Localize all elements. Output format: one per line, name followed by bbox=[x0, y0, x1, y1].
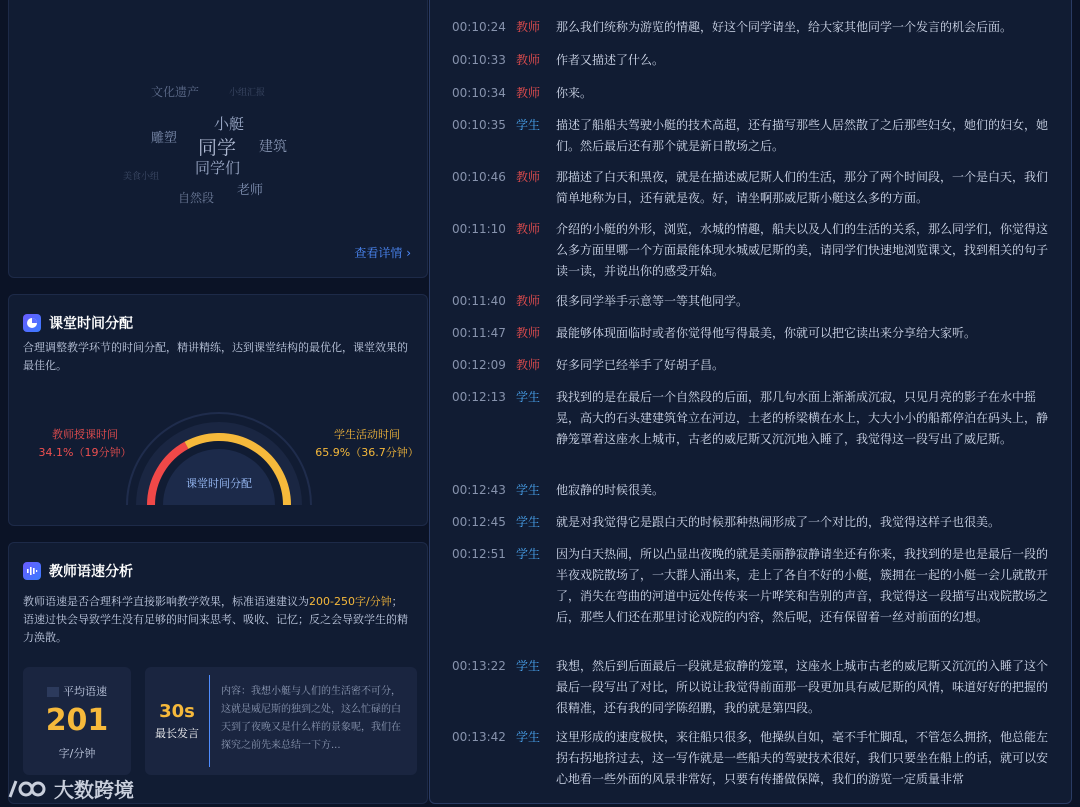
utterance: 作者又描述了什么。 bbox=[556, 53, 665, 67]
transcript-row bbox=[452, 480, 1051, 501]
bars-icon bbox=[47, 687, 59, 697]
average-speed-card bbox=[23, 667, 131, 775]
brand-logo-text: 大数跨境 bbox=[54, 778, 134, 802]
speaker: 学生 bbox=[516, 118, 541, 132]
speaker: 教师 bbox=[516, 294, 541, 308]
desc-text: ；语速过快会导致学生没有足够的时间来思考、吸收、记忆；反之会导致学生的精力涣散。 bbox=[23, 595, 408, 644]
speaker: 教师 bbox=[516, 20, 541, 34]
section-description: 合理调整教学环节的时间分配，精讲精练，达到课堂结构的最优化，课堂效果的最佳化。 bbox=[23, 341, 408, 372]
speech-speed-header bbox=[23, 561, 133, 581]
utterance: 介绍的小艇的外形，浏览，水城的情趣，船夫以及人们的生活的关系，那么同学们，你觉得这么多方面里哪一个方面最能体现水城威尼斯的美，请同学们快速地浏览课文，找到相关的句子读一读，并说出你的感受开始。 bbox=[556, 222, 1049, 278]
timestamp: 00:11:40 bbox=[452, 294, 506, 308]
teacher-time-label: 教师授课时间 bbox=[52, 428, 118, 441]
timestamp: 00:12:51 bbox=[452, 547, 506, 561]
transcript-row bbox=[452, 544, 1051, 628]
transcript-row bbox=[452, 17, 1051, 38]
time-distribution-panel bbox=[8, 294, 428, 526]
voice-wave-icon bbox=[23, 562, 41, 580]
utterance: 你来。 bbox=[556, 86, 593, 100]
longest-speech-value: 30s bbox=[159, 701, 195, 722]
word-cloud-word: 文化遗产 bbox=[151, 85, 200, 99]
word-cloud-word: 同学 bbox=[198, 137, 237, 159]
student-time-label: 学生活动时间 bbox=[334, 428, 400, 441]
average-speed-label: 平均语速 bbox=[63, 685, 107, 698]
longest-speech-card bbox=[145, 667, 417, 775]
speaker: 教师 bbox=[516, 53, 541, 67]
timestamp: 00:12:13 bbox=[452, 390, 506, 404]
word-cloud-word: 同学们 bbox=[195, 159, 241, 177]
word-cloud-word: 美食小组 bbox=[123, 172, 160, 182]
speech-speed-panel bbox=[8, 542, 428, 804]
transcript-row bbox=[452, 219, 1051, 282]
word-cloud-word: 小组汇报 bbox=[229, 88, 266, 98]
timestamp: 00:12:43 bbox=[452, 483, 506, 497]
transcript-row bbox=[452, 323, 1051, 344]
utterance: 因为白天热闹，所以凸显出夜晚的就是美丽静寂静请坐还有你来，我找到的是也是最后一段的半夜戏院散场了，一大群人涌出来，走上了各自不好的小艇，簇拥在一起的小艇一会儿就散开了，消失在弯曲的河道中远处传传来一片哗笑和告别的声音，我觉得这一段描写出戏院散场之后，那些人们还在那里讨论戏院的内容，然后呢，还有保留着一丝对前面的幻想。 bbox=[556, 547, 1049, 624]
timestamp: 00:13:42 bbox=[452, 730, 506, 744]
desc-highlight: 200-250字/分钟 bbox=[309, 595, 392, 608]
timestamp: 00:12:09 bbox=[452, 358, 506, 372]
time-distribution-header bbox=[23, 313, 133, 333]
transcript-row bbox=[452, 512, 1051, 533]
timestamp: 00:11:10 bbox=[452, 222, 506, 236]
utterance: 那描述了白天和黑夜，就是在描述威尼斯人们的生活，那分了两个时间段，一个是白天，我们简单地称为日，还有就是夜。好，请坐啊那威尼斯小艇这么多的方面。 bbox=[556, 170, 1049, 205]
average-speed-unit: 字/分钟 bbox=[58, 747, 96, 760]
section-description bbox=[23, 593, 413, 647]
word-cloud-word: 小艇 bbox=[214, 115, 245, 133]
brand-logo bbox=[8, 774, 134, 803]
speaker: 学生 bbox=[516, 659, 541, 673]
speaker: 学生 bbox=[516, 390, 541, 404]
brand-mark-icon bbox=[8, 777, 48, 801]
timestamp: 00:10:24 bbox=[452, 20, 506, 34]
transcript-row bbox=[452, 387, 1051, 450]
average-speed-header bbox=[23, 683, 131, 699]
speaker: 教师 bbox=[516, 358, 541, 372]
student-time-value: 65.9%（36.7分钟） bbox=[315, 446, 419, 459]
utterance: 最能够体现面临时或者你觉得他写得最美，你就可以把它读出来分享给大家听。 bbox=[556, 326, 977, 340]
speaker: 教师 bbox=[516, 86, 541, 100]
utterance: 我想，然后到后面最后一段就是寂静的笼罩，这座水上城市古老的威尼斯又沉沉的入睡了这个最后一段写出了对比，所以说让我觉得前面那一段更加具有威尼斯的风情，味道好好的把握的很精准，还有我的同学陈绍鹏，我的就是第四段。 bbox=[556, 659, 1049, 715]
speaker: 学生 bbox=[516, 730, 541, 744]
transcript-row bbox=[452, 50, 1051, 71]
utterance: 那么我们统称为游览的情趣，好这个同学请坐，给大家其他同学一个发言的机会后面。 bbox=[556, 20, 1013, 34]
word-cloud-panel bbox=[8, 0, 428, 278]
speaker: 学生 bbox=[516, 515, 541, 529]
utterance: 描述了船船夫驾驶小艇的技术高超，还有描写那些人居然散了之后那些妇女，她们的妇女，她们。然后最后还有那个就是新日散场之后。 bbox=[556, 118, 1049, 153]
utterance: 就是对我觉得它是跟白天的时候那种热闹形成了一个对比的，我觉得这样子也很美。 bbox=[556, 515, 1001, 529]
timestamp: 00:12:45 bbox=[452, 515, 506, 529]
transcript-row bbox=[452, 291, 1051, 312]
utterance: 他寂静的时候很美。 bbox=[556, 483, 665, 497]
longest-speech-label: 最长发言 bbox=[155, 727, 199, 740]
transcript-row bbox=[452, 727, 1051, 790]
timestamp: 00:13:22 bbox=[452, 659, 506, 673]
timestamp: 00:10:34 bbox=[452, 86, 506, 100]
view-details-link[interactable]: 查看详情 › bbox=[354, 246, 411, 260]
speaker: 教师 bbox=[516, 222, 541, 236]
transcript-row bbox=[452, 355, 1051, 376]
desc-text: 教师语速是否合理科学直接影响教学效果，标准语速建议为 bbox=[23, 595, 309, 608]
divider bbox=[209, 675, 210, 767]
section-title: 教师语速分析 bbox=[49, 564, 133, 580]
transcript-row bbox=[452, 83, 1051, 104]
speaker: 教师 bbox=[516, 326, 541, 340]
timestamp: 00:10:46 bbox=[452, 170, 506, 184]
word-cloud-word: 自然段 bbox=[178, 191, 215, 205]
transcript-panel[interactable] bbox=[429, 0, 1072, 804]
average-speed-value: 201 bbox=[45, 703, 109, 738]
speaker: 学生 bbox=[516, 483, 541, 497]
pie-chart-icon bbox=[23, 314, 41, 332]
word-cloud-word: 老师 bbox=[237, 183, 264, 198]
gauge-label: 课堂时间分配 bbox=[186, 477, 252, 490]
utterance: 好多同学已经举手了好胡子昌。 bbox=[556, 358, 725, 372]
transcript-row bbox=[452, 115, 1051, 157]
timestamp: 00:10:33 bbox=[452, 53, 506, 67]
longest-speech-content: 内容：我想小艇与人们的生活密不可分，这就是威尼斯的独到之处，这么忙碌的白天到了夜晚又是什么样的景象呢，我们在探究之前先来总结一下方... bbox=[221, 686, 401, 751]
utterance: 很多同学举手示意等一等其他同学。 bbox=[556, 294, 749, 308]
utterance: 我找到的是在最后一个自然段的后面，那几句水面上渐渐成沉寂，只见月亮的影子在水中摇晃，高大的石头建建筑耸立在河边，土老的桥梁横在水上，大大小小的船都停泊在码头上，静静笼罩着这座水上城市，古老的威尼斯又沉沉地入睡了，我觉得这一段写出了威尼斯。 bbox=[556, 390, 1049, 446]
word-cloud-word: 雕塑 bbox=[151, 131, 178, 146]
utterance: 这里形成的速度极快，来往船只很多，他操纵自如，毫不手忙脚乱，不管怎么拥挤，他总能左拐右拐地挤过去，这一写作就是一些船夫的驾驶技术很好，我们只要坐在船上的话，就可以安心地看一些外面的风景非常好，只要有传播做保障，我们的游览一定质量非常 bbox=[556, 730, 1049, 786]
speaker: 教师 bbox=[516, 170, 541, 184]
transcript-row bbox=[452, 656, 1051, 719]
timestamp: 00:11:47 bbox=[452, 326, 506, 340]
teacher-time-value: 34.1%（19分钟） bbox=[38, 446, 132, 459]
section-title: 课堂时间分配 bbox=[49, 316, 133, 332]
word-cloud-word: 建筑 bbox=[259, 139, 287, 155]
transcript-row bbox=[452, 167, 1051, 209]
time-gauge bbox=[109, 389, 329, 519]
timestamp: 00:10:35 bbox=[452, 118, 506, 132]
speaker: 学生 bbox=[516, 547, 541, 561]
